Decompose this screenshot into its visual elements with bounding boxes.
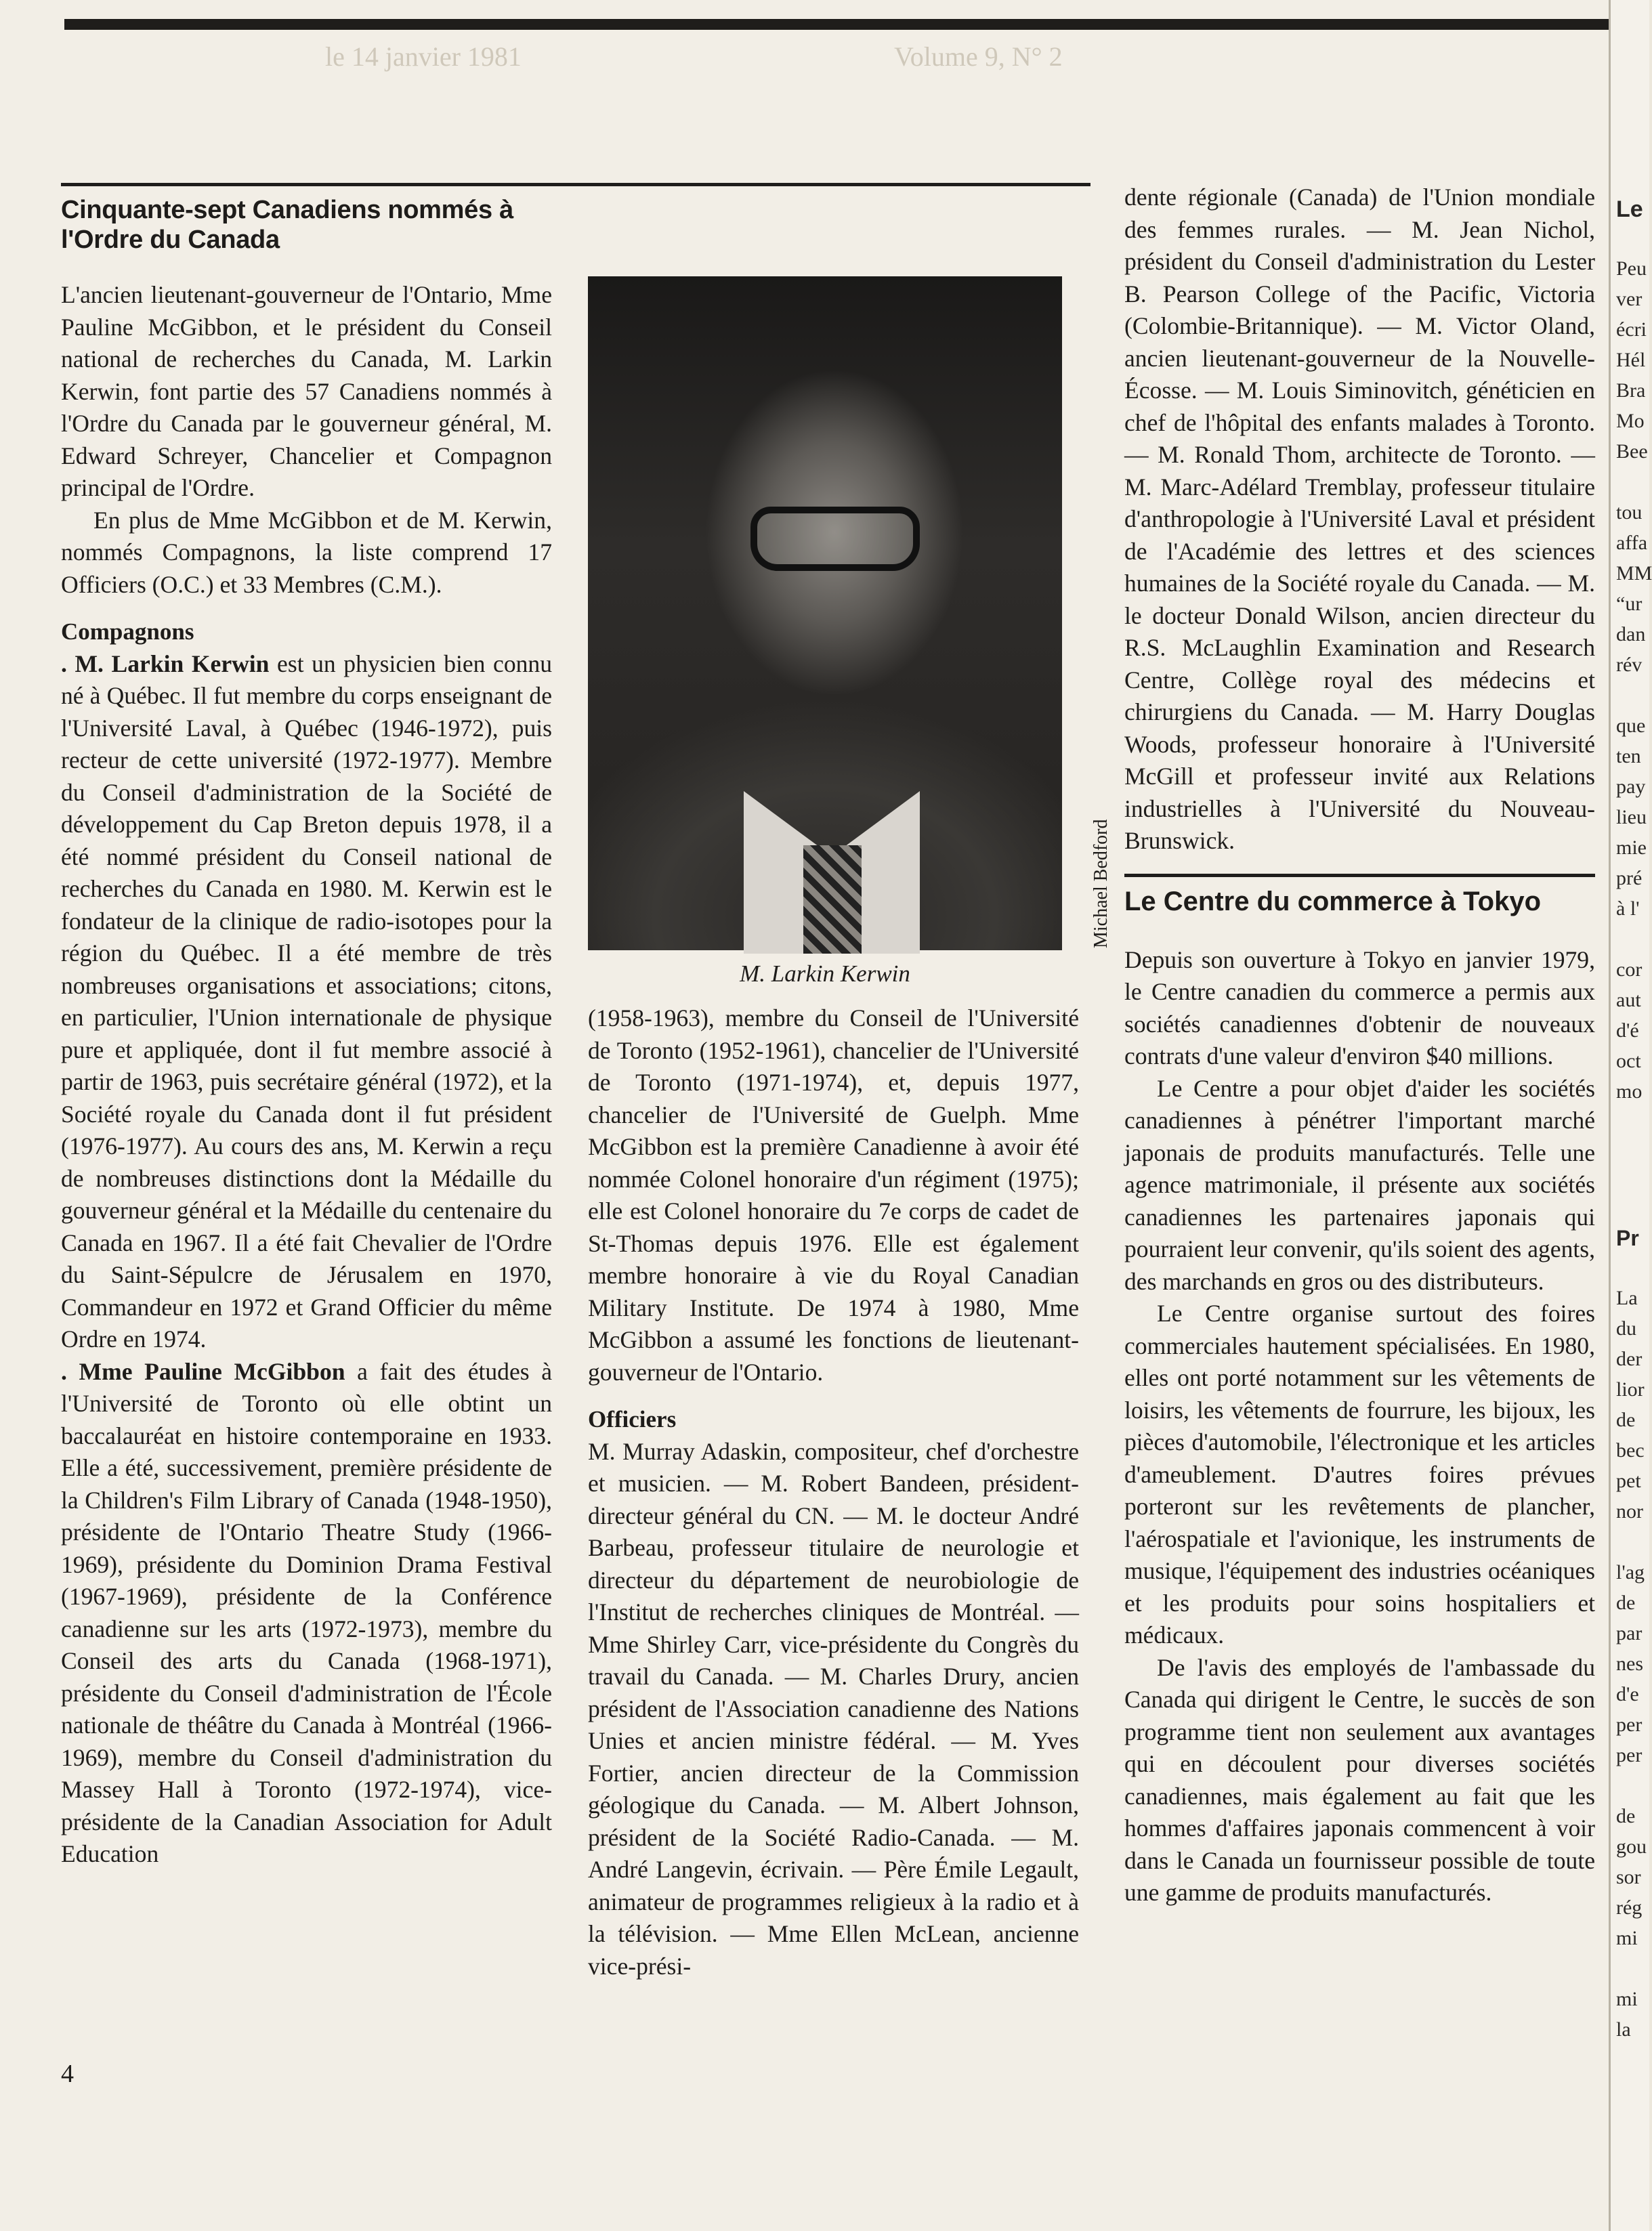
next-page-fragment: “ur — [1616, 593, 1643, 615]
officiers-continued: dente régionale (Canada) de l'Union mondiale des femmes rurales. — M. Jean Nichol, président du Conseil d'administration du Lester B. Pearson College of the Pacific, Victoria (Colombie-Britannique). — M. Victor Oland, ancien lieutenant-gouverneur de la Nouvelle-Écosse. — M. Louis Siminovitch, généticien en chef de l'hôpital des enfants malades à Toronto. — M. Ronald Thom, architecte de Toronto. — M. Marc-Adélard Tremblay, professeur titulaire d'anthropologie à l'Université Laval et président de l'Académie des lettres et des sciences humaines de la Société royale du Canada. — M. le docteur Donald Wilson, ancien directeur du R.S. McLaughlin Examination and Research Centre, Collège royal des médecins et chirurgiens du Canada. — M. Harry Douglas Woods, professeur honoraire à l'Université McGill et professeur invité aux Relations industrielles à l'Université du Nouveau-Brunswick. — [1124, 184, 1595, 854]
mcgibbon-continued: (1958-1963), membre du Conseil de l'Université de Toronto (1952-1961), chancelier de l'Université de Toronto (1971-1974), et, depuis 1977, chancelier de l'Université de Guelph. Mme McGibbon est la première Canadienne à avoir été nommée Colonel honoraire d'un régiment (1975); elle est Colonel honoraire du 7e corps de cadet de St-Thomas depuis 1976. Elle est également membre honoraire à vie du Royal Canadian Military Institute. De 1974 à 1980, Mme McGibbon a assumé les fonctions de lieutenant-gouverneur de l'Ontario. — [588, 1004, 1079, 1386]
headline-rule — [61, 183, 1090, 186]
next-page-fragment: mie — [1616, 836, 1647, 859]
next-page-fragment: mo — [1616, 1080, 1643, 1103]
next-page-fragment: La — [1616, 1287, 1638, 1309]
next-page-fragment: écri — [1616, 318, 1647, 341]
next-page-fragment: du — [1616, 1317, 1636, 1340]
next-page-fragment: per — [1616, 1714, 1643, 1736]
next-page-fragment: Bra — [1616, 379, 1646, 402]
next-page-fragment: Peu — [1616, 257, 1647, 280]
column-3 — [1124, 182, 1595, 1909]
intro-paragraph: L'ancien lieutenant-gouverneur de l'Ontario, Mme Pauline McGibbon, et le président du Conseil national de recherches du Canada, M. Larkin Kerwin, font partie des 57 Canadiens nommés à l'Ordre du Canada par le gouverneur général, M. Edward Schreyer, Chancelier et Compagnon principal de l'Ordre. — [61, 281, 552, 502]
kerwin-bio — [61, 648, 552, 1356]
photo-caption: M. Larkin Kerwin — [740, 960, 910, 987]
next-page-fragment: nes — [1616, 1653, 1643, 1675]
next-page-fragment: per — [1616, 1744, 1643, 1766]
adjacent-page-edge — [1609, 0, 1652, 2231]
mcgibbon-text: a fait des études à l'Université de Toronto où elle obtint un baccalauréat en histoire contemporaine en 1933. Elle a été, successivement, première présidente de la Children's Film Library of Canada (1948-1950), présidente de l'Ontario Theatre Study (1966-1969), présidente du Dominion Drama Festival (1967-1969), présidente de la Conférence canadienne sur les arts (1972-1973), membre du Conseil des arts du Canada (1968-1971), présidente du Conseil d'administration de l'École nationale de théâtre du Canada à Montréal (1966-1969), membre du Conseil d'administration du Massey Hall à Toronto (1972-1974), vice-présidente de la Canadian Association for Adult Education — [61, 1357, 553, 1868]
next-page-fragment: d'é — [1616, 1019, 1639, 1042]
article2-title: Le Centre du commerce à Tokyo — [1124, 886, 1541, 916]
next-page-fragment: lior — [1616, 1378, 1645, 1401]
next-page-fragment: oct — [1616, 1050, 1641, 1072]
top-rule — [64, 19, 1609, 30]
kerwin-name: . M. Larkin Kerwin — [61, 650, 270, 677]
next-page-fragment: par — [1616, 1622, 1643, 1644]
subhead-compagnons: Compagnons — [61, 618, 194, 645]
next-page-fragment: tou — [1616, 501, 1643, 524]
next-page-fragment: lieu — [1616, 806, 1647, 828]
article2-para2: Le Centre a pour objet d'aider les sociétés canadiennes à pénétrer l'important marché japonais de produits manufacturés. Telle une agence matrimoniale, il présente aux sociétés canadiennes les partenaires japonais qui pourraient leur convenir, qu'ils soient des agents, des marchands en gros ou des distributeurs. — [1124, 1074, 1595, 1295]
article2-para4: De l'avis des employés de l'ambassade du Canada qui dirigent le Centre, le succès de son programme tient non seulement aux avantages qui en découlent pour diverses sociétés canadiennes, mais également au fait que les hommes d'affaires japonais commencent à voir dans le Canada un fournisseur possible de toute une gamme de produits manufacturés. — [1124, 1653, 1595, 1906]
next-page-fragment: pay — [1616, 775, 1646, 798]
next-page-fragment: rév — [1616, 654, 1643, 676]
next-page-fragment: cor — [1616, 958, 1643, 981]
next-page-fragment: pet — [1616, 1470, 1641, 1492]
next-page-fragment: que — [1616, 715, 1646, 737]
subhead-officiers: Officiers — [588, 1406, 677, 1432]
next-page-fragment: mi — [1616, 1927, 1638, 1949]
photo-glasses — [750, 507, 920, 571]
mcgibbon-bio — [61, 1356, 552, 1871]
next-page-fragment: der — [1616, 1348, 1643, 1370]
next-page-fragment: rég — [1616, 1896, 1643, 1919]
next-page-fragment: de — [1616, 1805, 1636, 1827]
mcgibbon-name: . Mme Pauline McGibbon — [61, 1357, 345, 1385]
column-1 — [61, 183, 552, 1871]
next-page-fragment: Mo — [1616, 410, 1645, 432]
next-page-fragment: à l' — [1616, 897, 1640, 920]
next-page-fragment: gou — [1616, 1835, 1647, 1858]
next-page-fragment: dan — [1616, 623, 1646, 645]
page-number: 4 — [61, 2060, 74, 2088]
bleed-header-left: Volume 9, N° 2 — [894, 41, 1063, 72]
officiers-list: M. Murray Adaskin, compositeur, chef d'orchestre et musicien. — M. Robert Bandeen, président-directeur général du CN. — M. le docteur André Barbeau, professeur titulaire de neurologie et directeur du département de neurobiologie de l'Institut de recherches cliniques de Montréal. — Mme Shirley Carr, vice-présidente du Congrès du travail du Canada. — M. Charles Drury, ancien président de l'Association canadienne des Nations Unies et ancien ministre fédéral. — M. Yves Fortier, ancien directeur de la Commission géologique du Canada. — M. Albert Johnson, président de la Société Radio-Canada. — M. André Langevin, écrivain. — Père Émile Legault, animateur de programmes religieux à la radio et à la télévision. — Mme Ellen McLean, ancienne vice-prési- — [588, 1437, 1079, 1980]
next-page-fragment: d'e — [1616, 1683, 1639, 1705]
next-page-fragment: ten — [1616, 745, 1641, 767]
next-page-fragment: l'ag — [1616, 1561, 1645, 1584]
next-page-fragment: Hél — [1616, 349, 1646, 371]
next-page-heading-2: Pr — [1616, 1226, 1639, 1250]
next-page-fragment: bec — [1616, 1439, 1645, 1462]
article2-para1: Depuis son ouverture à Tokyo en janvier 1979, le Centre canadien du commerce a permis aux sociétés canadiennes d'obtenir de nouveaux contrats d'une valeur d'environ $40 millions. — [1124, 945, 1595, 1069]
next-page-heading-1: Le — [1616, 196, 1643, 222]
next-page-fragment: pré — [1616, 867, 1643, 889]
next-page-fragment: mi — [1616, 1988, 1638, 2010]
article2-para3: Le Centre organise surtout des foires commerciales hautement spécialisées. En 1980, elles ont porté notamment sur les vêtements de loisirs, les vêtements de fourrure, les bijoux, les pièces d'automobile, l'électronique et les articles d'ameublement. D'autres foires prévues porteront sur les revêtements de plancher, l'aérospatiale et l'avionique, les instruments de musique, l'équipement des industries océaniques et les produits pour soins hospitaliers et médicaux. — [1124, 1300, 1595, 1649]
photo-credit: Michael Bedford — [1090, 819, 1111, 948]
section-rule — [1124, 874, 1595, 877]
next-page-fragment: affa — [1616, 532, 1648, 554]
next-page-fragment: aut — [1616, 989, 1641, 1011]
next-page-fragment: Bee — [1616, 440, 1648, 463]
next-page-fragment: de — [1616, 1409, 1636, 1431]
next-page-fragment: la — [1616, 2018, 1631, 2041]
next-page-fragment: MM — [1616, 562, 1652, 585]
bleed-header-right: le 14 janvier 1981 — [325, 41, 522, 72]
kerwin-text: est un physicien bien connu né à Québec. Il fut membre du corps enseignant de l'Université Laval, à Québec (1946-1972), puis recteur de cette université (1972-1977). Membre du Conseil d'administration de la Société de développement du Cap Breton depuis 1978, il a été nommé président du Conseil national de recherches du Canada en 1980. M. Kerwin est le fondateur de la clinique de radio-isotopes pour la région du Québec. Il a été membre de très nombreuses organisations et associations; citons, en particulier, l'Union internationale de physique pure et appliquée, dont il fut membre associé à partir de 1963, puis secrétaire général (1972), et la Société royale du Canada dont il fut président (1976-1977). Au cours des ans, M. Kerwin a reçu de nombreuses distinctions dont la Médaille du gouverneur général et la Médaille du centenaire du Canada en 1967. Il a été fait Chevalier de l'Ordre du Saint-Sépulcre de Jérusalem en 1970, Commandeur en 1972 et Grand Officier du même Ordre en 1974. — [61, 650, 552, 1353]
portrait-photo — [588, 276, 1062, 950]
next-page-fragment: de — [1616, 1592, 1636, 1614]
column-2 — [588, 1002, 1079, 1982]
article-title: Cinquante-sept Canadiens nommés à l'Ordre du Canada — [61, 196, 513, 254]
next-page-fragment: nor — [1616, 1500, 1643, 1523]
list-paragraph: En plus de Mme McGibbon et de M. Kerwin, nommés Compagnons, la liste comprend 17 Officiers (O.C.) et 33 Membres (C.M.). — [61, 506, 552, 598]
next-page-fragment: ver — [1616, 288, 1643, 310]
photo-tie — [803, 845, 862, 954]
next-page-fragment: sor — [1616, 1866, 1641, 1888]
